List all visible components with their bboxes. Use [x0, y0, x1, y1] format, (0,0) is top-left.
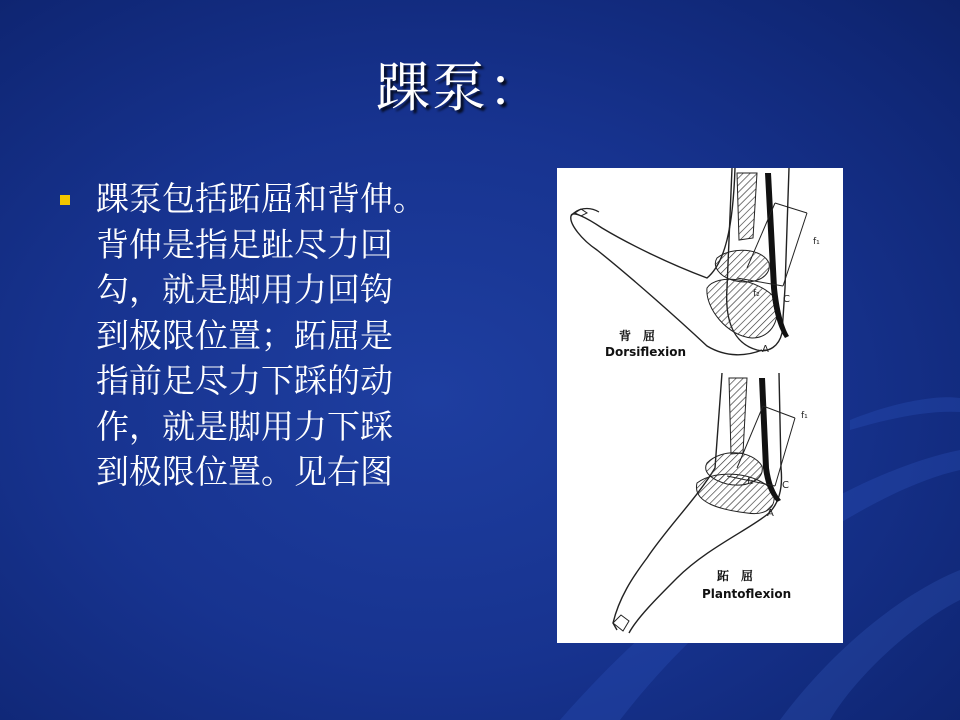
ankle-pump-figure — [557, 168, 843, 643]
ankle-illustration — [557, 168, 843, 643]
a-label: A — [762, 344, 769, 355]
bullet-line: 到极限位置；跖屈是 — [96, 315, 393, 355]
c-label: C — [783, 294, 790, 305]
bullet-line: 踝泵包括跖屈和背伸。 — [96, 179, 426, 218]
bullet-text — [96, 176, 446, 495]
f1-label: f₁ — [813, 237, 820, 247]
f2-label: f₂ — [753, 289, 760, 299]
f1-label: f₁ — [801, 411, 808, 421]
dorsiflexion-cn-label: 背 屈 — [619, 329, 656, 343]
bullet-line: 勾，就是脚用力回钩 — [96, 270, 393, 309]
f2-label: f₂ — [747, 477, 754, 487]
plantoflexion-diagram — [613, 373, 808, 633]
c-label: C — [782, 480, 789, 491]
bullet-line: 作，就是脚用力下踩 — [96, 406, 393, 446]
slide-title: 踝泵： — [376, 56, 544, 119]
bullet-line: 指前足尽力下踩的动 — [96, 361, 393, 400]
a-label: A — [767, 508, 774, 519]
dorsiflexion-diagram — [571, 168, 820, 359]
dorsiflexion-en-label: Dorsiflexion — [605, 345, 687, 359]
bullet-line: 到极限位置。见右图 — [96, 452, 393, 491]
plantoflexion-en-label: Plantoflexion — [702, 587, 792, 601]
plantoflexion-cn-label: 跖 屈 — [717, 569, 754, 583]
bullet-marker — [60, 195, 70, 205]
bullet-line: 背伸是指足趾尽力回 — [96, 224, 393, 264]
